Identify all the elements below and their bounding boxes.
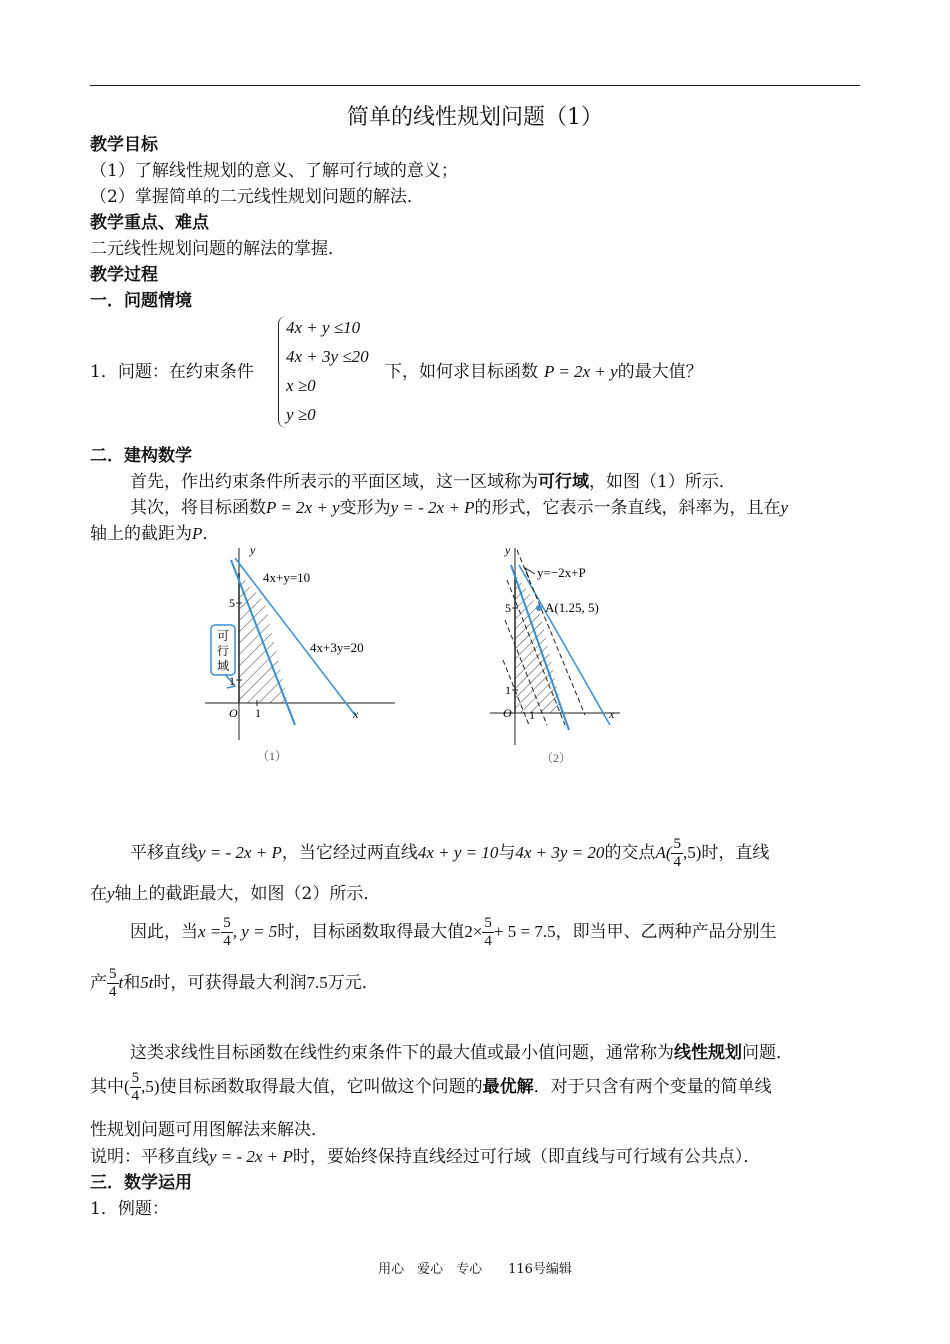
text: 产 [90, 973, 107, 993]
formula: y = - 2x + P [198, 843, 282, 862]
example-item: 1．例题： [90, 1199, 169, 1219]
constraint-3: x ≥0 [286, 376, 316, 395]
header-rule [90, 85, 860, 86]
formula: 5t [140, 973, 154, 992]
denominator: 4 [109, 984, 117, 1000]
text: 在 [90, 884, 107, 904]
paragraph-translate [130, 833, 769, 873]
text: 因此，当 [130, 922, 198, 942]
numerator: 5 [223, 915, 231, 931]
key-points-heading: 教学重点、难点 [90, 213, 209, 233]
page-footer: 用心 爱心 专心 116号编辑 [378, 1262, 572, 1277]
y-tick-label-5: 5 [229, 596, 235, 610]
text: 的形式，它表示一条直线，斜率为，且在 [474, 498, 781, 518]
fraction-5-4 [482, 915, 494, 950]
arrow-pointer [525, 568, 535, 578]
question-text [385, 357, 703, 382]
objective-item: （2）掌握简单的二元线性规划问题的解法． [90, 187, 424, 207]
process-heading: 教学过程 [90, 265, 158, 285]
text: 其中 [90, 1077, 124, 1097]
denominator: 4 [673, 854, 681, 870]
term-feasible-region: 可行域 [538, 472, 589, 492]
text: ，当它经过两直线 [281, 843, 418, 863]
constraint-1: 4x + y ≤10 [286, 318, 361, 337]
key-points-text: 二元线性规划问题的解法的掌握． [90, 239, 345, 259]
formula: 2× [464, 922, 483, 941]
text: 万元． [327, 973, 379, 993]
text: 其次，将目标函数 [130, 498, 266, 518]
text: ． [202, 524, 220, 544]
fraction-5-4 [107, 966, 119, 1001]
y-tick-label-5: 5 [505, 601, 511, 615]
paragraph-therefore-cont [90, 963, 379, 1003]
formula: t [118, 973, 124, 992]
text: 时，可获得最大利润 [153, 973, 307, 993]
formula: 7.5 [306, 973, 328, 992]
text: 首先，作出约束条件所表示的平面区域，这一区域称为 [130, 472, 538, 492]
region-label-char: 行 [217, 644, 230, 658]
figure-1-caption: （1） [257, 749, 288, 763]
text: 的交点 [604, 843, 656, 863]
region-label-char: 域 [217, 659, 230, 673]
text: 轴上的截距为 [90, 524, 192, 544]
formula: ,5) [141, 1077, 160, 1096]
text: ，即当甲、乙两种产品分别生 [555, 922, 777, 942]
text: 使目标函数取得最大值，它叫做这个问题的 [159, 1077, 483, 1097]
origin-label: O [503, 706, 512, 720]
numerator: 5 [131, 1070, 140, 1086]
constraint-2: 4x + 3y ≤20 [286, 347, 369, 366]
figure-2 [485, 540, 635, 770]
denominator: 4 [131, 1088, 140, 1104]
figure-1 [195, 540, 425, 770]
text: 和 [123, 973, 141, 993]
optimal-point-A [536, 605, 542, 611]
formula: y = - 2x + P [209, 1147, 293, 1166]
formula: ,5) [682, 843, 702, 862]
formula: y = - 2x + P [390, 498, 475, 517]
fraction-5-4 [221, 915, 233, 950]
denominator: 4 [223, 933, 231, 949]
formula: + 5 = 7.5 [493, 922, 556, 941]
text: 问题． [742, 1043, 793, 1063]
text: 平移直线 [130, 843, 198, 863]
region-label-char: 可 [217, 629, 230, 643]
text: 与 [498, 843, 516, 863]
page-title: 简单的线性规划问题（1） [347, 105, 603, 130]
section1-heading: 一．问题情境 [90, 291, 192, 311]
text: 这类求线性目标函数在线性约束条件下的最大值或最小值问题，通常称为 [130, 1043, 674, 1063]
paragraph-translate-cont [90, 879, 380, 904]
text: 时，要始终保持直线经过可行域（即直线与可行域有公共点）． [292, 1147, 761, 1167]
paragraph-therefore [130, 912, 777, 952]
text: ．对于只含有两个变量的简单线 [533, 1077, 772, 1097]
label-line1: 4x+y=10 [263, 570, 311, 585]
numerator: 5 [109, 966, 117, 982]
formula: 4x + 3y = 20 [515, 843, 605, 862]
label-line2: 4x+3y=20 [310, 640, 364, 655]
axis-label-y: y [250, 543, 256, 557]
formula: y [107, 884, 115, 903]
fraction-5-4 [130, 1070, 142, 1105]
formula: P = 2x + y [266, 498, 340, 517]
question-prefix: 1．问题：在约束条件 [90, 362, 254, 382]
term-optimal-solution: 最优解 [482, 1077, 534, 1097]
formula: 4x + y = 10 [417, 843, 499, 862]
figure-2-caption: （2） [541, 751, 572, 765]
formula: A( [655, 843, 672, 862]
objectives-heading: 教学目标 [90, 135, 158, 155]
paragraph-definition [130, 1038, 793, 1063]
y-tick-label-1: 1 [505, 683, 511, 697]
formula: P [192, 524, 203, 543]
text: 轴上的截距最大，如图（2）所示． [114, 884, 381, 904]
numerator: 5 [484, 915, 492, 931]
formula: ( [124, 1077, 130, 1096]
paragraph-feasible-region [130, 467, 736, 492]
feasible-region [239, 573, 288, 703]
formula: x = [198, 922, 222, 941]
axis-label-x: x [353, 707, 359, 721]
text: 说明：平移直线 [90, 1147, 209, 1167]
text: ，如图（1）所示． [589, 472, 736, 492]
denominator: 4 [484, 933, 492, 949]
question-suffix: 的最大值？ [617, 362, 703, 382]
objective-item: （1）了解线性规划的意义、了解可行域的意义； [90, 161, 458, 181]
section2-heading: 二．建构数学 [90, 446, 192, 466]
y-tick-label-1: 1 [229, 674, 235, 688]
note [90, 1142, 760, 1167]
label-point-A: A(1.25, 5) [545, 600, 599, 615]
text: 时，直线 [701, 843, 770, 863]
section3-heading: 三．数学运用 [90, 1173, 192, 1193]
axis-label-y: y [505, 543, 511, 557]
text: 变形为 [339, 498, 391, 518]
question-mid: 下，如何求目标函数 [385, 362, 538, 382]
fraction-5-4 [671, 836, 683, 871]
objective-function: P = 2x + y [544, 362, 618, 381]
label-objective-line: y=−2x+P [537, 565, 586, 580]
paragraph-definition-end: 性规划问题可用图解法来解决． [90, 1120, 328, 1140]
x-tick-label: 1 [255, 706, 261, 720]
constraint-4: y ≥0 [286, 405, 316, 424]
formula: y [780, 498, 789, 517]
x-tick-label: 1 [529, 708, 535, 722]
paragraph-transform [130, 493, 788, 518]
formula: , y = 5 [232, 922, 278, 941]
axis-label-x: x [609, 707, 615, 721]
origin-label: O [229, 706, 238, 720]
term-linear-programming: 线性规划 [674, 1043, 742, 1063]
numerator: 5 [673, 836, 681, 852]
paragraph-definition-cont [90, 1067, 772, 1107]
text: 时，目标函数取得最大值 [277, 922, 465, 942]
